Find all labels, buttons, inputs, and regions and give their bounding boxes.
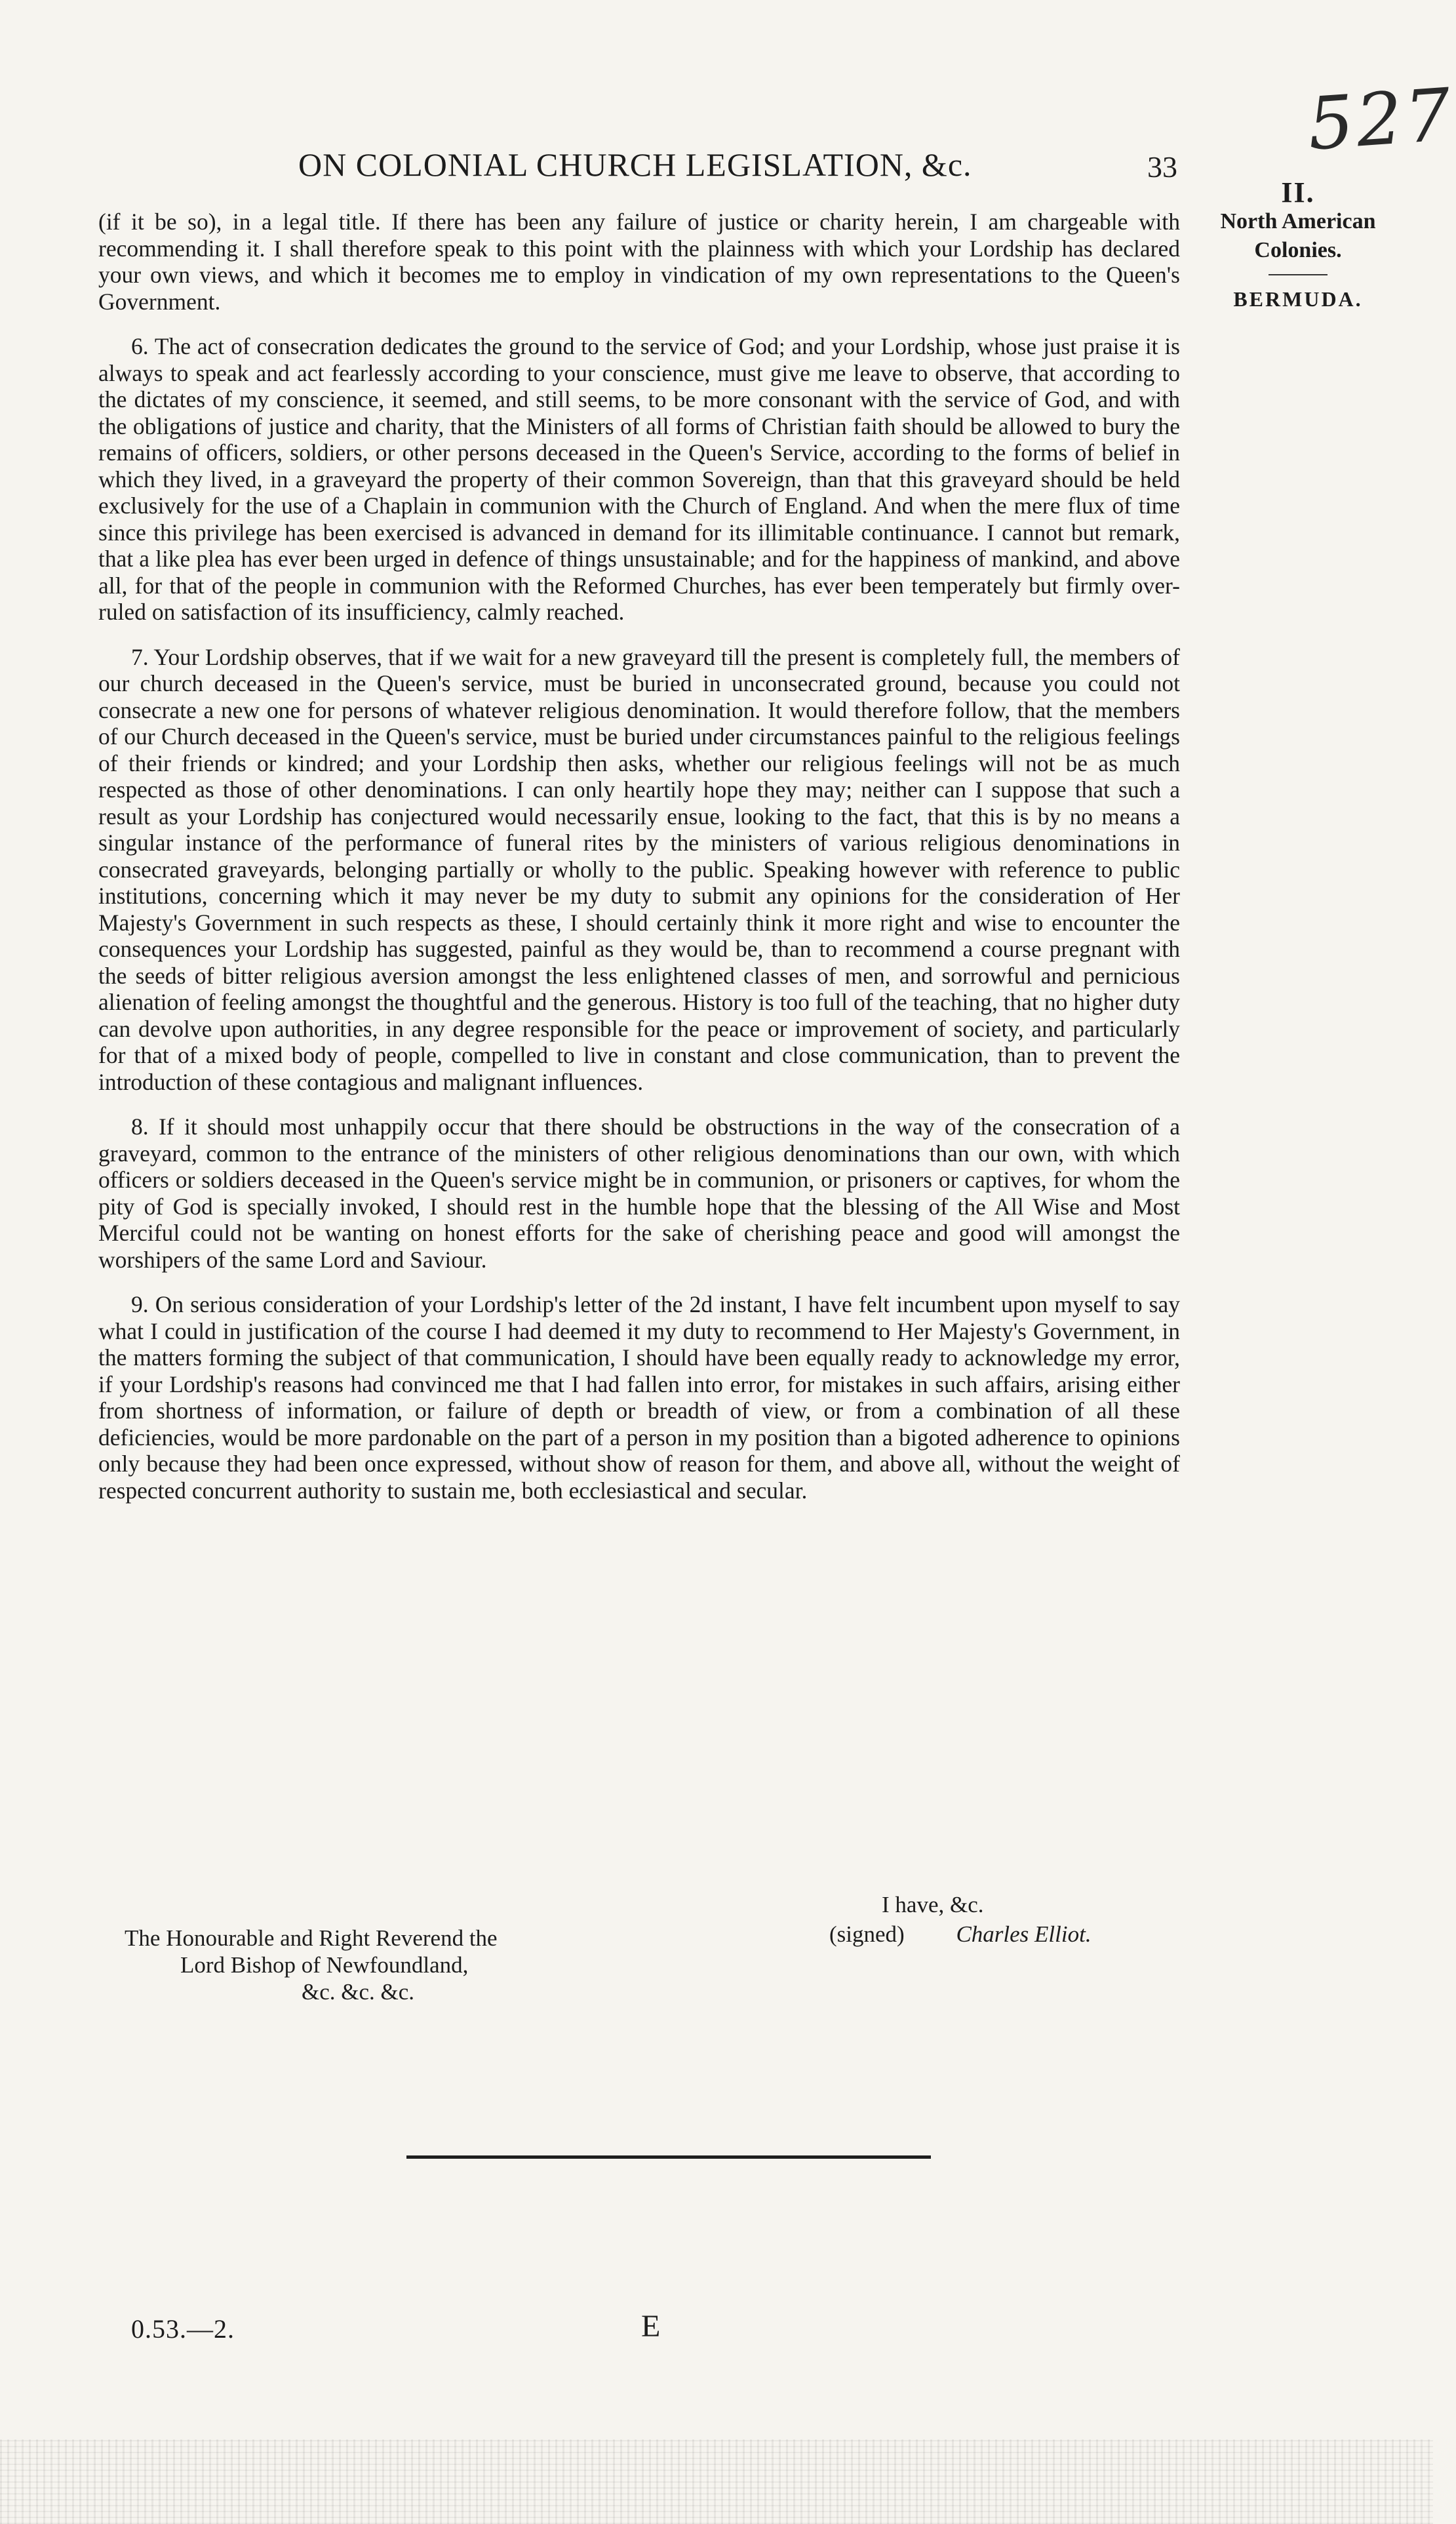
- margin-region-line1: North American: [1220, 209, 1376, 233]
- page-number: 33: [1147, 150, 1177, 184]
- folio-number: 527: [1305, 72, 1456, 167]
- footer-reference: 0.53.—2.: [131, 2314, 235, 2344]
- running-head: ON COLONIAL CHURCH LEGISLATION, &c.: [298, 146, 972, 183]
- end-rule: [406, 2155, 931, 2159]
- paragraph-8: 8. If it should most unhappily occur that there should be obstructions in the way of the consecration of a graveyard, common to the entrance of the ministers of other religious denominations than our own, with which officers or soldiers deceased in the Queen's service might be in communion, or prisoners or captives, for whom the pity of God is specially invoked, I should rest in the humble hope that the blessing of the All Wise and Most Merciful could not be wanting on honest efforts for the sake of cherishing peace and good will amongst the worshipers of the same Lord and Saviour.: [98, 1113, 1180, 1273]
- paragraph-7: 7. Your Lordship observes, that if we wait for a new graveyard till the present is completely full, the members of our church deceased in the Queen's service, must be buried in unconsecrated ground, because you could not consecrate a new one for persons of whatever religious denomination. It would therefore follow, that the members of our Church deceased in the Queen's service, must be buried under circumstances painful to the religious feelings of their friends or kindred; and your Lordship then asks, whether our religious feelings will not be as much respected as those of other denominations. I can only heartily hope they may; neither can I suppose that such a result as your Lordship has conjectured would necessarily ensue, looking to the fact, that this is by no means a singular instance of the performance of funeral rites by the ministers of various religious denominations in consecrated graveyards, belonging partially or wholly to the public. Speaking however with reference to public institutions, concerning which it may never be my duty to submit any opinions for the consideration of Her Majesty's Government in such respects as these, I should certainly think it more right and wise to encounter the consequences your Lordship has suggested, painful as they would be, than to recommend a course pregnant with the seeds of bitter religious aversion amongst the less enlightened classes of men, and sorrowful and pernicious alienation of feeling amongst the thoughtful and the generous. History is too full of the teaching, that no higher duty can devolve upon authorities, in any degree responsible for the peace or improvement of society, and particularly for that of a mixed body of people, compelled to live in constant and close communication, than to prevent the introduction of these contagious and malignant influences.: [98, 643, 1180, 1095]
- paragraph-9: 9. On serious consideration of your Lordship's letter of the 2d instant, I have felt incumbent upon myself to say what I could in justification of the course I had deemed it my duty to recommend to Her Majesty's Government, in the matters forming the subject of that communication, I should have been equally ready to acknowledge my error, if your Lordship's reasons had convinced me that I had fallen into error, for mistakes in such affairs, arising either from shortness of information, or failure of depth or breadth of view, or from a combination of all these deficiencies, would be more pardonable on the part of a person in my position than a bigoted adherence to opinions only because they had been once expressed, without show of reason for them, and above all, without the weight of respected concurrent authority to sustain me, both ecclesiastical and secular.: [98, 1291, 1180, 1504]
- margin-section-number: II.: [1281, 176, 1315, 209]
- paragraph-continuation: (if it be so), in a legal title. If there has been any failure of justice or charity herein, I am chargeable with recommending it. I shall therefore speak to this point with the plainness with which your Lordship has declared your own views, and which it becomes me to employ in vindication of my own representations to the Queen's Government.: [98, 209, 1180, 315]
- addressee-line2: Lord Bishop of Newfoundland,: [180, 1952, 469, 1978]
- signed-line: [829, 1921, 1092, 1948]
- letter-body: [98, 209, 1180, 1522]
- margin-divider: [1269, 274, 1328, 275]
- margin-place: BERMUDA.: [1233, 287, 1363, 311]
- signature-name: Charles Elliot.: [956, 1921, 1092, 1947]
- addressee-line3: &c. &c. &c.: [302, 1979, 415, 2005]
- paragraph-6: 6. The act of consecration dedicates the ground to the service of God; and your Lordship, whose just praise it is always to speak and act fearlessly according to your conscience, must give me leave to observe, that according to the dictates of my conscience, it seemed, and still seems, to be more consonant with the service of God, and with the obligations of justice and charity, that the Ministers of all forms of Christian faith should be allowed to bury the remains of officers, soldiers, or other persons deceased in the Queen's Service, according to the forms of belief in which they lived, in a graveyard the property of their common Sovereign, than that this graveyard should be held exclusively for the use of a Chaplain in communion with the Church of England. And when the mere flux of time since this privilege has been exercised is advanced in demand for its illimitable continuance. I cannot but remark, that a like plea has ever been urged in defence of things unsustainable; and for the happiness of mankind, and above all, for that of the people in communion with the Reformed Churches, has ever been temperately but firmly over-ruled on satisfaction of its insufficiency, calmly reached.: [98, 333, 1180, 625]
- margin-note: [1203, 178, 1393, 313]
- margin-region-line2: Colonies.: [1254, 238, 1342, 262]
- printer-signature-mark: E: [641, 2309, 661, 2344]
- addressee-block: [125, 1925, 498, 2005]
- closing-formula: I have, &c.: [882, 1892, 984, 1917]
- addressee-line1: The Honourable and Right Reverend the: [125, 1925, 498, 1951]
- scan-noise-band: [0, 2439, 1433, 2524]
- signed-label: (signed): [829, 1921, 905, 1947]
